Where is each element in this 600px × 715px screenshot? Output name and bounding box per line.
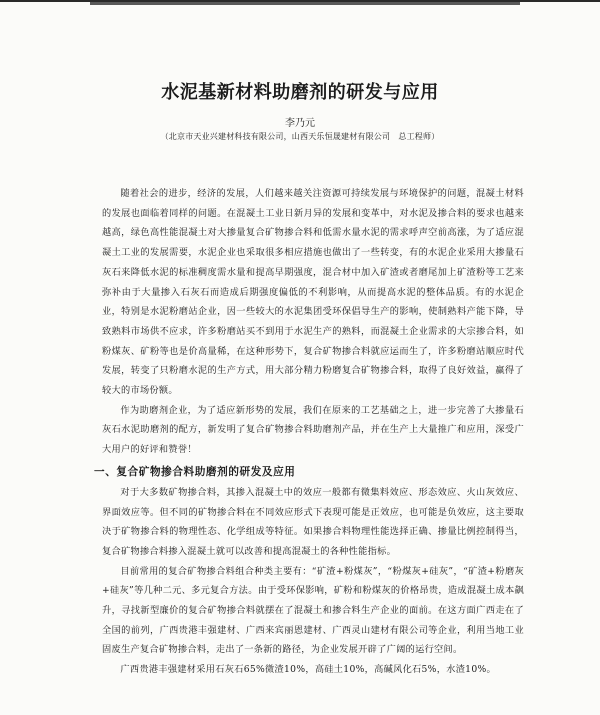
article-author: 李乃元	[285, 118, 315, 129]
paragraph-admixture-effects: 对于大多数矿物掺合料，其掺入混凝土中的效应一般都有微集料效应、形态效应、火山灰效应、界面效应等。但不同的矿物掺合料在不同效应形式下表现可能是正效应，也可能是负效应，这主要取决于矿物掺合料的物理性态、化学组成等特征。如果掺合料物理性能选择正确、掺量比例控制得当，复合矿物掺合料掺入混凝土就可以改善和提高混凝土的各种性能指标。	[102, 486, 524, 557]
section-heading: 一、复合矿物掺合料助磨剂的研发及应用	[94, 465, 296, 478]
article-title: 水泥基新材料助磨剂的研发与应用	[161, 82, 439, 103]
article-body	[94, 184, 524, 680]
paragraph-composite-types: 目前常用的复合矿物掺合料组合种类主要有：“矿渣+粉煤灰”，“粉煤灰+硅灰”，“矿渣+粉磨灰+硅灰”等几种二元、多元复合方法。由于受环保影响，矿粉和粉煤灰的价格昂贵，造成混凝土成本飙升，寻找新型廉价的复合矿物掺合料就摆在了混凝土和掺合料生产企业的面前。在这方面广西走在了全国的前列，广西贵港丰强建材、广西来宾丽恩建材、广西灵山建材有限公司等企业，利用当地工业固废生产复合矿物掺合料，走出了一条新的路径，为企业发展开辟了广阔的运行空间。	[102, 565, 524, 656]
author-affiliation: （北京市天业兴建材科技有限公司，山西天乐恒晟建材有限公司 总工程师）	[160, 132, 440, 141]
header-band	[90, 2, 520, 5]
paragraph-guigang-recipe: 广西贵港丰强建材采用石灰石65%微渣10%，高硅土10%，高碱风化石5%，水渣10%。	[120, 664, 496, 676]
paragraph-intro: 随着社会的进步，经济的发展，人们越来越关注资源可持续发展与环境保护的问题，混凝土材料的发展也面临着同样的问题。在混凝土工业日新月异的发展和变革中，对水泥及掺合料的要求也越来越高，绿色高性能混凝土对大掺量复合矿物掺合料和低需水量水泥的需求呼声空前高涨，为了适应混凝土工业的发展需要，水泥企业也采取很多相应措施也做出了一些转变，有的水泥企业采用大掺量石灰石来降低水泥的标准稠度需水量和提高早期强度，混合材中加入矿渣或者磨尾加上矿渣粉等工艺来弥补由于大量掺入石灰石而造成后期强度偏低的不利影响，从而提高水泥的整体品质。有的水泥企业，特别是水泥粉磨站企业，因一些较大的水泥集团受环保倡导生产的影响，使制熟料产能下降，导致熟料市场供不应求，许多粉磨站买不到用于水泥生产的熟料，而混凝土企业需求的大宗掺合料，如粉煤灰、矿粉等也是价高量稀，在这种形势下，复合矿物掺合料就应运而生了，许多粉磨站顺应时代发展，转变了只粉磨水泥的生产方式，用大部分精力粉磨复合矿物掺合料，取得了良好效益，赢得了较大的市场份额。	[102, 188, 524, 397]
paragraph-grinding-aid: 作为助磨剂企业，为了适应新形势的发展，我们在原来的工艺基础之上，进一步完善了大掺量石灰石水泥助磨剂的配方，新发明了复合矿物掺合料助磨剂产品，并在生产上大量推广和应用，深受广大用户的好评和赞誉！	[102, 404, 524, 456]
